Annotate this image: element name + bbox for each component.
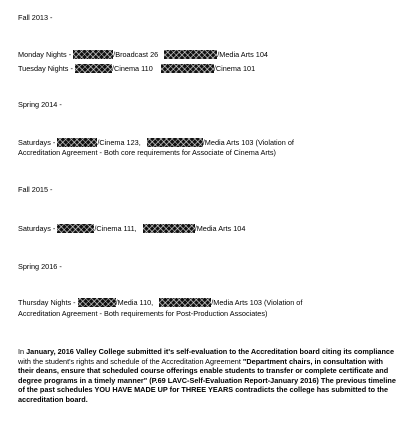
fall-2015-course-2: /Media Arts 104: [194, 224, 246, 233]
accreditation-paragraph: [18, 347, 398, 405]
fall-2015-saturdays-line: [18, 224, 245, 233]
thursday-nights-label: Thursday Nights -: [18, 298, 76, 307]
spring-2014-heading: Spring 2014 -: [18, 100, 62, 109]
redaction-block: [147, 138, 203, 147]
redaction-block: [75, 64, 112, 73]
spring-2014-continuation: Accreditation Agreement - Both core requirements for Associate of Cinema Arts): [18, 148, 276, 157]
redaction-block: [159, 298, 211, 307]
redaction-block: [164, 50, 217, 59]
fall-2013-heading: Fall 2013 -: [18, 13, 53, 22]
monday-course-1: /Broadcast 26: [113, 50, 159, 59]
saturdays-label: Saturdays -: [18, 138, 56, 147]
redaction-block: [78, 298, 116, 307]
tuesday-nights-line: [18, 64, 255, 73]
fall-2015-course-1: /Cinema 111,: [94, 224, 137, 233]
tuesday-course-2: /Cinema 101: [213, 64, 256, 73]
spring-2016-continuation: Accreditation Agreement - Both requirements for Post-Production Associates): [18, 309, 268, 318]
redaction-block: [143, 224, 195, 233]
spring-2014-course-1: /Cinema 123,: [97, 138, 141, 147]
tuesday-nights-label: Tuesday Nights -: [18, 64, 73, 73]
tuesday-course-1: /Cinema 110: [111, 64, 153, 73]
spring-2014-saturdays-line: [18, 138, 294, 147]
monday-course-2: /Media Arts 104: [217, 50, 268, 59]
monday-nights-label: Monday Nights -: [18, 50, 72, 59]
spring-2016-course-1: /Media 110,: [115, 298, 154, 307]
spring-2016-heading: Spring 2016 -: [18, 262, 62, 271]
redaction-block: [57, 138, 97, 147]
paragraph-text-2: with the student's rights and schedule of the Accreditation Agreement: [18, 356, 243, 366]
paragraph-text-1: In: [18, 347, 27, 356]
redaction-block: [57, 224, 94, 233]
saturdays-label: Saturdays -: [18, 224, 56, 233]
paragraph-bold-2: "Department chairs, in consultation with their deans, ensure that scheduled course offerings enable students to transfer or complete certificate and degree programs in a timely manner" (P.69 LAVC-Self-Evaluation Report-January 2016) The previous timeline of the past schedules YOU HAVE MADE UP for THREE YEARS contradicts the college has submitted to the accreditation board.: [18, 356, 396, 404]
spring-2016-course-2: /Media Arts 103 (Violation of: [211, 298, 303, 307]
spring-2014-course-2: /Media Arts 103 (Violation of: [202, 138, 294, 147]
fall-2015-heading: Fall 2015 -: [18, 185, 53, 194]
redaction-block: [73, 50, 113, 59]
redaction-block: [161, 64, 214, 73]
paragraph-bold-1: January, 2016 Valley College submitted it's self-evaluation to the Accreditation board citing its compliance: [26, 347, 395, 356]
thursday-nights-line: [18, 298, 302, 307]
monday-nights-line: [18, 50, 268, 59]
